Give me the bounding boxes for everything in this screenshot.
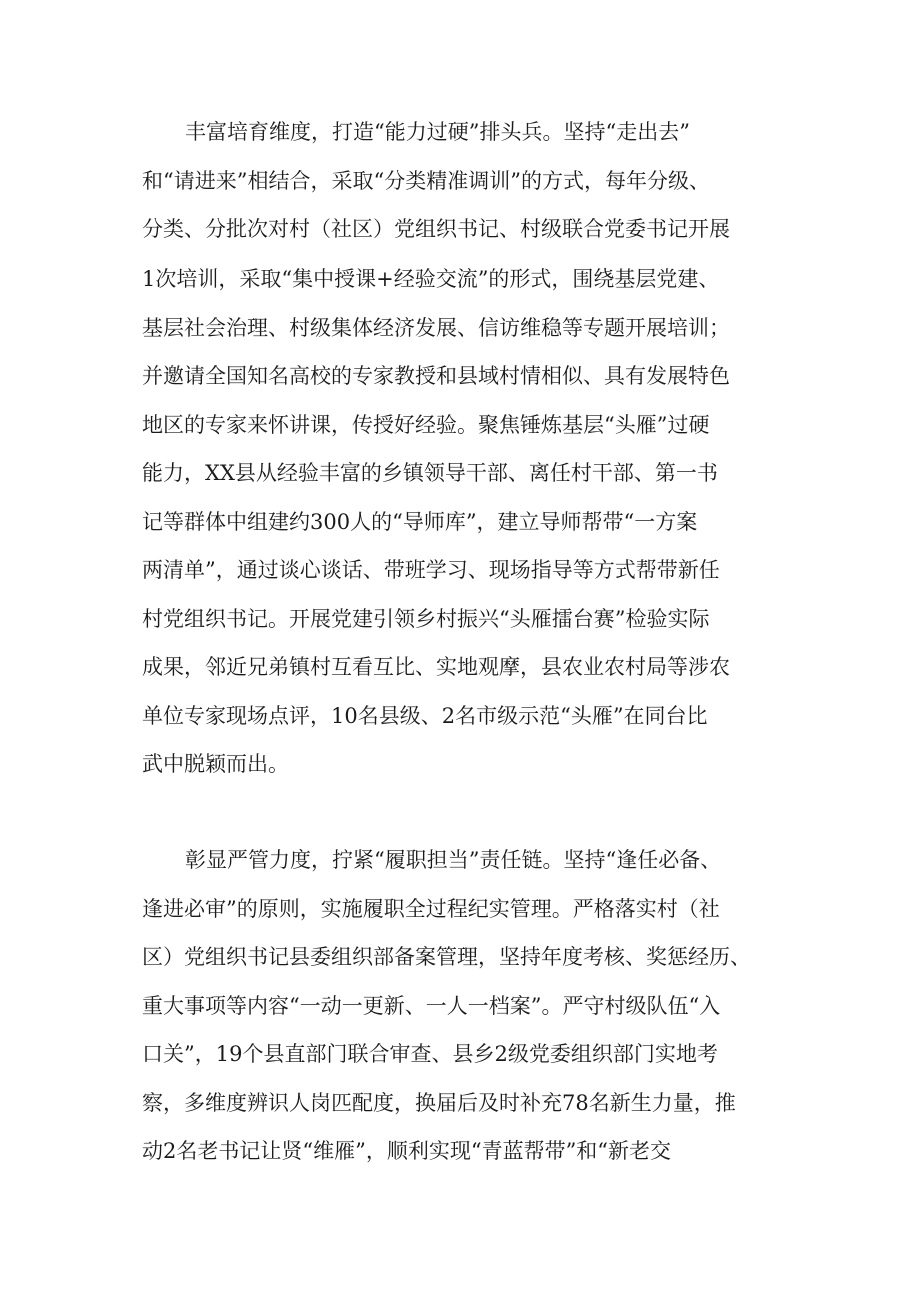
paragraph-line: 成果，邻近兄弟镇村互看互比、实地观摩，县农业农村局等涉农 <box>142 655 730 679</box>
paragraph-line: 口关”，19个县直部门联合审查、县乡2级党委组织部门实地考 <box>142 1042 718 1066</box>
paragraph-line: 和“请进来”相结合，采取“分类精准调训”的方式，每年分级、 <box>142 169 710 193</box>
paragraph-line: 重大事项等内容“一动一更新、一人一档案”。严守村级队伍“入 <box>142 994 721 1018</box>
paragraph-line: 彰显严管力度，拧紧“履职担当”责任链。坚持“逢任必备、 <box>185 848 722 872</box>
paragraph-line: 地区的专家来怀讲课，传授好经验。聚焦锤炼基层“头雁”过硬 <box>142 413 710 437</box>
paragraph-line: 察，多维度辨识人岗匹配度，换届后及时补充78名新生力量，推 <box>142 1091 736 1115</box>
paragraph-line: 村党组织书记。开展党建引领乡村振兴“头雁擂台赛”检验实际 <box>142 607 710 631</box>
paragraph-line: 1次培训，采取“集中授课+经验交流”的形式，围绕基层党建、 <box>142 267 720 291</box>
paragraph-line: 单位专家现场点评，10名县级、2名市级示范“头雁”在同台比 <box>142 704 708 728</box>
paragraph-line: 区）党组织书记县委组织部备案管理，坚持年度考核、奖惩经历、 <box>142 945 751 969</box>
paragraph-line: 分类、分批次对村（社区）党组织书记、村级联合党委书记开展 <box>142 217 730 241</box>
paragraph-line: 记等群体中组建约300人的“导师库”，建立导师帮带“一方案 <box>142 510 698 534</box>
paragraph-line: 动2名老书记让贤“维雁”，顺利实现“青蓝帮带”和“新老交 <box>142 1139 672 1163</box>
paragraph-line: 武中脱颖而出。 <box>142 752 289 776</box>
paragraph-line: 逢进必审”的原则，实施履职全过程纪实管理。严格落实村（社 <box>142 897 720 921</box>
paragraph-line: 并邀请全国知名高校的专家教授和县域村情相似、具有发展特色 <box>142 364 730 388</box>
paragraph-line: 两清单”，通过谈心谈话、带班学习、现场指导等方式帮带新任 <box>142 558 720 582</box>
paragraph-line: 能力，XX县从经验丰富的乡镇领导干部、离任村干部、第一书 <box>142 461 718 485</box>
paragraph-line: 丰富培育维度，打造“能力过硬”排头兵。坚持“走出去” <box>185 120 690 144</box>
paragraph-line: 基层社会治理、村级集体经济发展、信访维稳等专题开展培训； <box>142 316 730 340</box>
